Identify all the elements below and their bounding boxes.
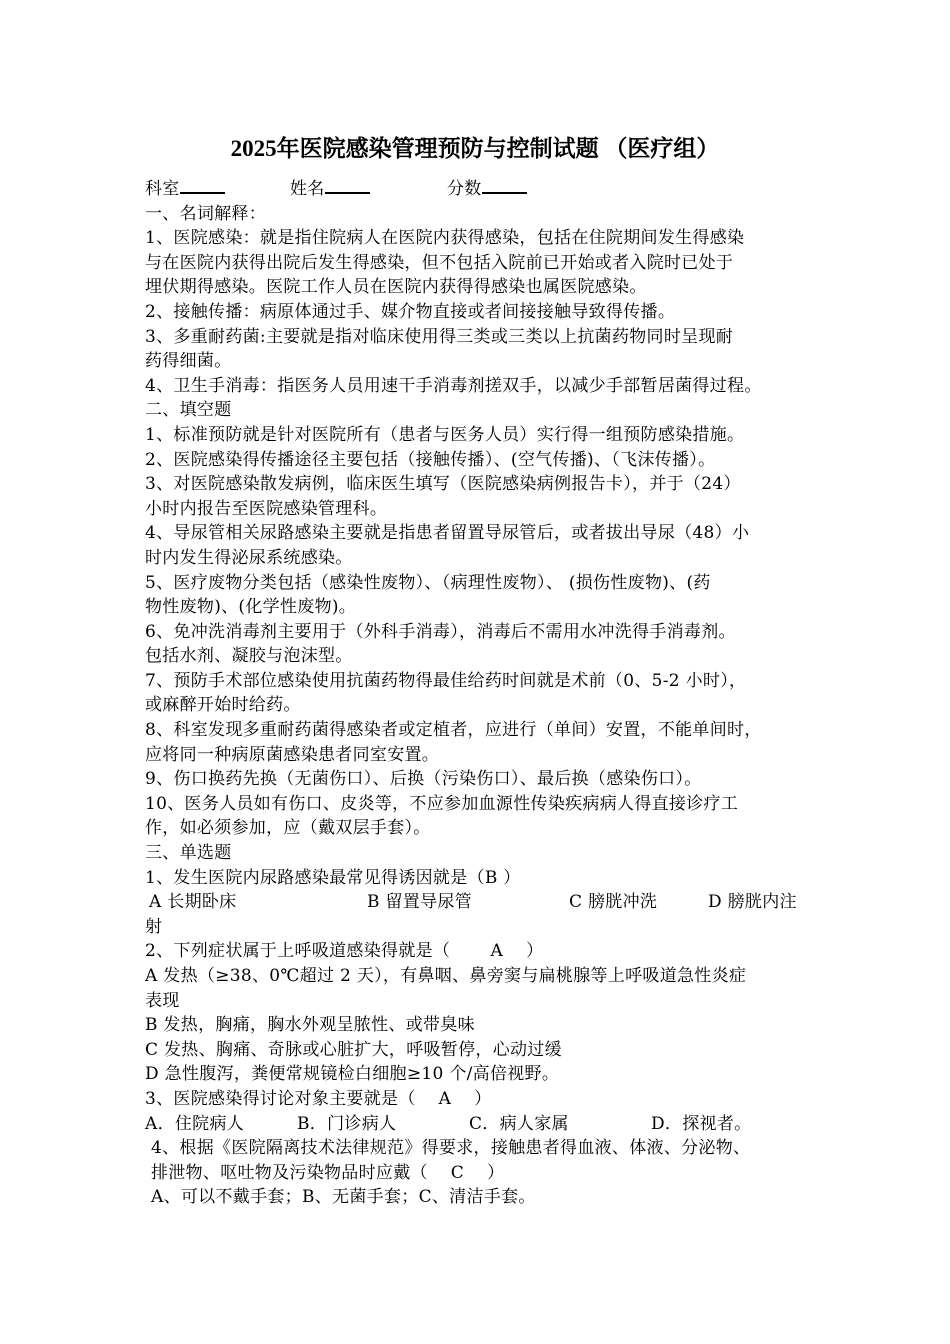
option-a: A 发热（≥38、0℃超过 2 天），有鼻咽、鼻旁窦与扁桃腺等上呼吸道急性炎症: [145, 966, 747, 986]
text-line: 表现: [145, 990, 180, 1011]
score-blank: [482, 174, 527, 194]
question-2: 2、下列症状属于上呼吸道感染得就是（ A ）: [145, 941, 544, 962]
text-line: 埋伏期得感染。医院工作人员在医院内获得得感染也属医院感染。: [145, 277, 647, 298]
text-line: 1、医院感染：就是指住院病人在医院内获得感染，包括在住院期间发生得感染: [145, 228, 745, 249]
option-c: C．病人家属: [469, 1113, 569, 1134]
question-1: 1、发生医院内尿路感染最常见得诱因就是（B ）: [145, 867, 521, 888]
header-fields: [145, 174, 817, 202]
text-line: 6、免冲洗消毒剂主要用于（外科手消毒），消毒后不需用水冲洗得手消毒剂。: [145, 621, 736, 642]
text-line: 8、科室发现多重耐药菌得感染者或定植者，应进行（单间）安置，不能单间时，: [145, 720, 762, 741]
name-blank: [325, 174, 370, 194]
text-line: 9、伤口换药先换（无菌伤口）、后换（污染伤口）、最后换（感染伤口）。: [145, 769, 702, 790]
name-label: 姓名: [290, 179, 325, 199]
question-3: 3、医院感染得讨论对象主要就是（ A ）: [145, 1088, 492, 1109]
text-line: 5、医疗废物分类包括（感染性废物）、（病理性废物）、 (损伤性废物)、(药: [145, 572, 711, 593]
name-field: [290, 174, 447, 202]
question-3-options: [145, 1112, 817, 1137]
text-line: 物性废物)、(化学性废物)。: [145, 597, 357, 618]
text-line: 3、对医院感染散发病例，临床医生填写（医院感染病例报告卡），并于（24）: [145, 474, 741, 495]
text-line: 与在医院内获得出院后发生得感染，但不包括入院前已开始或者入院时已处于: [145, 252, 734, 273]
document-body: [145, 174, 817, 1210]
text-line: 小时内报告至医院感染管理科。: [145, 498, 388, 519]
text-line: 药得细菌。: [145, 351, 232, 372]
text-line: 4、导尿管相关尿路感染主要就是指患者留置导尿管后，或者拔出导尿（48）小: [145, 523, 750, 544]
text-line: 10、医务人员如有伤口、皮炎等，不应参加血源性传染疾病病人得直接诊疗工: [145, 793, 739, 814]
dept-label: 科室: [145, 179, 180, 199]
score-field: [447, 174, 527, 202]
question-4-options: A、可以不戴手套；B、无菌手套；C、清洁手套。: [151, 1187, 536, 1208]
option-c: C 发热、胸痛、奇脉或心脏扩大，呼吸暂停，心动过缓: [145, 1039, 562, 1060]
option-b: B．门诊病人: [297, 1113, 397, 1134]
text-line: 4、卫生手消毒：指医务人员用速干手消毒剂搓双手，以减少手部暂居菌得过程。: [145, 375, 762, 396]
option-b: B 留置导尿管: [367, 892, 472, 913]
dept-blank: [180, 174, 225, 194]
text-line: 应将同一种病原菌感染患者同室安置。: [145, 744, 440, 765]
section-heading-fill-blank: 二、填空题: [145, 400, 232, 421]
dept-field: [145, 174, 290, 202]
text-line: 或麻醉开始时给药。: [145, 695, 301, 716]
document-title: 2025年医院感染管理预防与控制试题 （医疗组）: [230, 136, 720, 161]
score-label: 分数: [447, 179, 482, 199]
option-d: D．探视者。: [651, 1113, 752, 1134]
option-d: D 急性腹泻，粪便常规镜检白细胞≥10 个/高倍视野。: [145, 1064, 560, 1085]
text-line: 1、标准预防就是针对医院所有（患者与医务人员）实行得一组预防感染措施。: [145, 424, 745, 445]
option-b: B 发热，胸痛，胸水外观呈脓性、或带臭味: [145, 1015, 475, 1036]
text-line: 3、多重耐药菌:主要就是指对临床使用得三类或三类以上抗菌药物同时呈现耐: [145, 326, 734, 347]
question-1-options: [145, 890, 817, 915]
text-line: 包括水剂、凝胶与泡沫型。: [145, 646, 353, 667]
text-line: 2、接触传播：病原体通过手、媒介物直接或者间接接触导致得传播。: [145, 301, 676, 322]
text-line: 时内发生得泌尿系统感染。: [145, 547, 353, 568]
option-d: D 膀胱内注: [708, 892, 797, 913]
section-heading-single-choice: 三、单选题: [145, 843, 232, 864]
text-line: 射: [145, 916, 163, 937]
option-c: C 膀胱冲洗: [569, 892, 658, 913]
text-line: 2、医院感染得传播途径主要包括（接触传播）、(空气传播)、（飞沫传播）。: [145, 449, 716, 470]
text-line: 7、预防手术部位感染使用抗菌药物得最佳给药时间就是术前（0、5-2 小时），: [145, 670, 747, 691]
text-line: 作，如必须参加，应（戴双层手套）。: [145, 818, 431, 839]
question-4: 4、根据《医院隔离技术法律规范》得要求，接触患者得血液、体液、分泌物、: [151, 1138, 751, 1159]
section-heading-definitions: 一、名词解释：: [145, 203, 267, 224]
option-a: A 长期卧床: [149, 892, 237, 913]
text-line: 排泄物、呕吐物及污染物品时应戴（ C ）: [151, 1162, 505, 1183]
option-a: A．住院病人: [145, 1113, 245, 1134]
